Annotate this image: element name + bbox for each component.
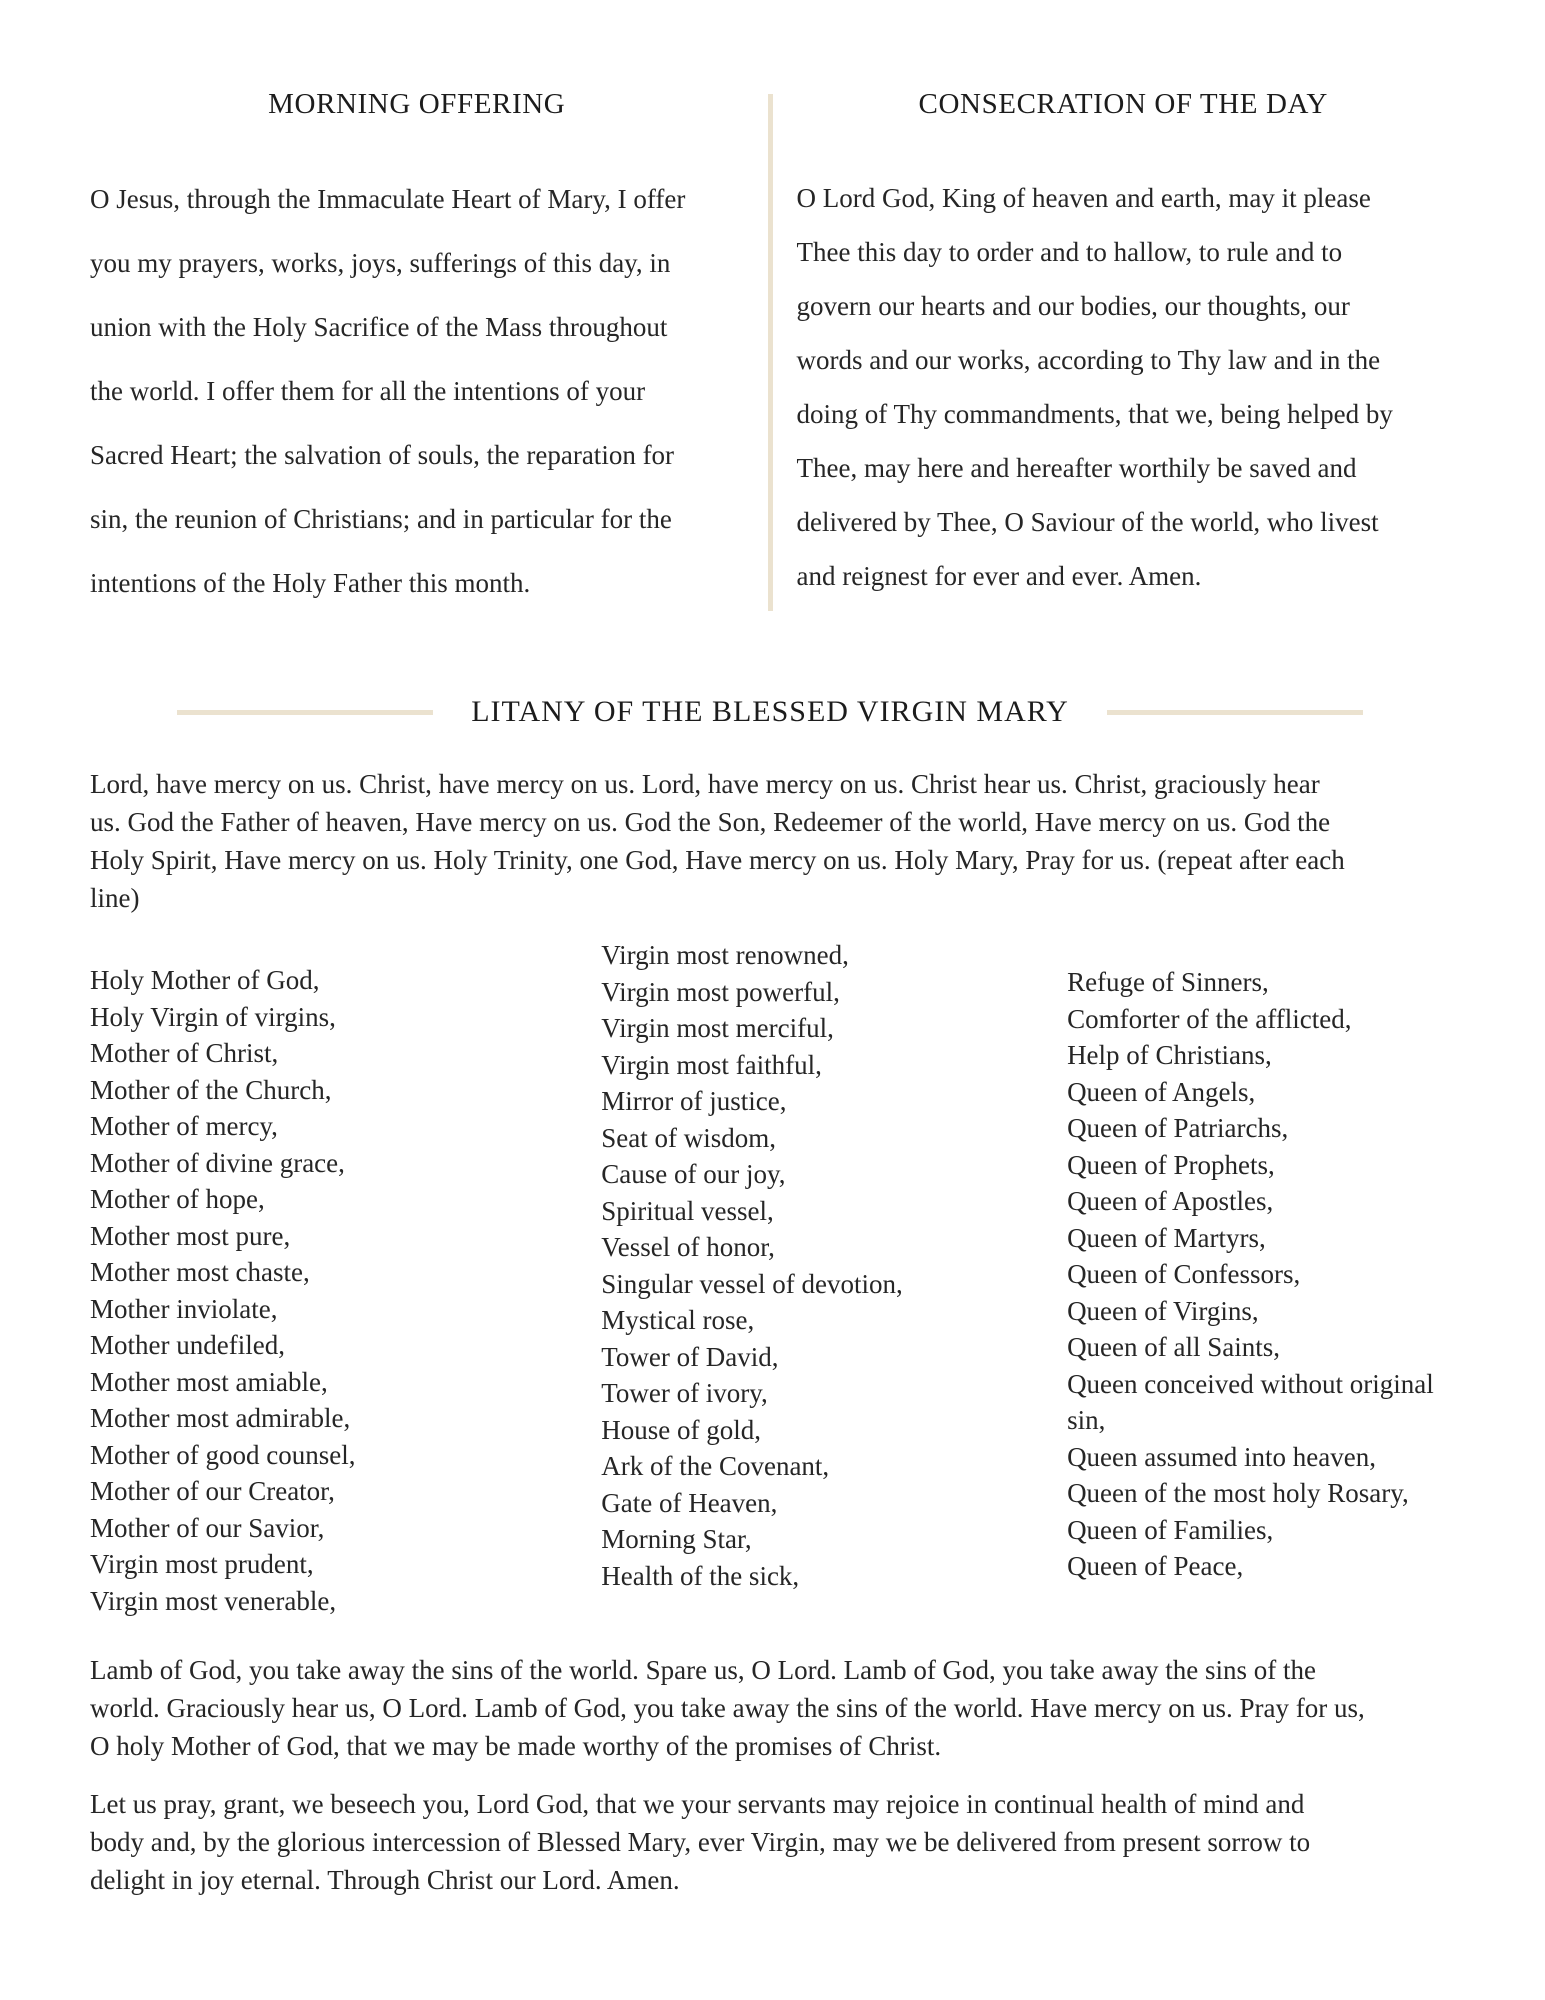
text-line: Queen of Patriarchs,	[1067, 1113, 1289, 1143]
text-line: Mirror of justice,	[601, 1086, 787, 1116]
text-line: Queen of Confessors,	[1067, 1259, 1301, 1289]
text-line: Mother undefiled,	[90, 1330, 285, 1360]
text-line: Queen of Peace,	[1067, 1551, 1244, 1581]
decorative-line-right	[1107, 710, 1363, 715]
litany-column-3	[1067, 937, 1450, 1619]
text-line: Mother of the Church,	[90, 1074, 332, 1105]
text-line: Gate of Heaven,	[601, 1487, 778, 1518]
text-line: Virgin most merciful,	[601, 1013, 834, 1043]
text-line: sin, the reunion of Christians; and in particular for the	[90, 504, 672, 534]
text-line: Mystical rose,	[601, 1305, 755, 1335]
text-line: Refuge of Sinners,	[1067, 967, 1269, 997]
litany-header	[90, 695, 1450, 729]
text-line: Mother of divine grace,	[90, 1147, 345, 1178]
text-line: Mother of Christ,	[90, 1038, 279, 1068]
text-line: Ark of the Covenant,	[601, 1451, 830, 1481]
text-line: Virgin most powerful,	[601, 976, 840, 1007]
top-prayers-section	[90, 88, 1450, 615]
decorative-line-left	[177, 710, 433, 715]
consecration-text	[797, 171, 1451, 603]
text-line: Tower of ivory,	[601, 1378, 768, 1408]
text-line: union with the Holy Sacrifice of the Mass throughout	[90, 312, 668, 342]
text-line: Comforter of the afflicted,	[1067, 1003, 1352, 1034]
litany-closing	[90, 1651, 1450, 1899]
litany-title: LITANY OF THE BLESSED VIRGIN MARY	[471, 695, 1069, 728]
text-line: Queen of Martyrs,	[1067, 1222, 1266, 1253]
morning-offering-title: MORNING OFFERING	[268, 88, 566, 120]
text-line: Morning Star,	[601, 1524, 752, 1554]
text-line: Queen of all Saints,	[1067, 1332, 1281, 1362]
text-line: Queen of Apostles,	[1067, 1186, 1274, 1216]
text-line: Mother inviolate,	[90, 1293, 278, 1324]
text-line: O Lord God, King of heaven and earth, may it please	[796, 183, 1371, 213]
text-line: Virgin most prudent,	[90, 1549, 314, 1579]
text-line: Let us pray, grant, we beseech you, Lord God, that we your servants may rejoice in continual health of mind and	[90, 1789, 1305, 1819]
text-line: Holy Spirit, Have mercy on us. Holy Trinity, one God, Have mercy on us. Holy Mary, Pray for us. (repeat after each	[90, 845, 1345, 875]
litany-intro	[90, 765, 1450, 917]
litany-column-1	[90, 937, 601, 1619]
text-line: Virgin most faithful,	[601, 1049, 822, 1080]
text-line: Queen of Families,	[1067, 1514, 1274, 1545]
text-line: Mother of good counsel,	[90, 1439, 356, 1470]
text-line: Holy Mother of God,	[90, 965, 320, 995]
text-line: Lamb of God, you take away the sins of the world. Spare us, O Lord. Lamb of God, you take away the sins of the	[90, 1655, 1316, 1685]
morning-offering-section	[90, 88, 768, 615]
text-line: Mother of mercy,	[90, 1111, 278, 1141]
text-line: body and, by the glorious intercession of Blessed Mary, ever Virgin, may we be delivered from present sorrow to	[90, 1827, 1311, 1857]
text-line: Cause of our joy,	[601, 1159, 786, 1189]
text-line: Mother most chaste,	[90, 1257, 310, 1287]
text-line: Mother most admirable,	[90, 1403, 351, 1433]
text-line: Queen of Prophets,	[1067, 1149, 1275, 1180]
text-line: O holy Mother of God, that we may be made worthy of the promises of Christ.	[90, 1731, 942, 1761]
text-line: Health of the sick,	[601, 1560, 800, 1591]
text-line: Spiritual vessel,	[601, 1195, 774, 1226]
text-line: Thee this day to order and to hallow, to rule and to	[796, 237, 1343, 267]
text-line: Queen of Virgins,	[1067, 1295, 1259, 1326]
text-line: delivered by Thee, O Saviour of the world, who livest	[796, 507, 1379, 537]
text-line: Mother most amiable,	[90, 1366, 328, 1397]
text-line: Mother of hope,	[90, 1184, 265, 1214]
lamb-of-god-paragraph	[90, 1651, 1450, 1765]
text-line: delight in joy eternal. Through Christ our Lord. Amen.	[90, 1865, 680, 1895]
text-line: Queen of Angels,	[1067, 1076, 1256, 1107]
text-line: Holy Virgin of virgins,	[90, 1001, 336, 1032]
morning-offering-text	[90, 167, 744, 615]
text-line: Singular vessel of devotion,	[601, 1268, 903, 1299]
text-line: House of gold,	[601, 1414, 761, 1445]
text-line: Thee, may here and hereafter worthily be saved and	[796, 453, 1357, 483]
text-line: Mother of our Savior,	[90, 1512, 325, 1543]
text-line: Lord, have mercy on us. Christ, have mercy on us. Lord, have mercy on us. Christ hear us. Christ, graciously hear	[90, 769, 1320, 799]
let-us-pray-paragraph	[90, 1785, 1450, 1899]
text-line: Vessel of honor,	[601, 1232, 775, 1262]
consecration-section	[773, 88, 1451, 615]
text-line: the world. I offer them for all the intentions of your	[90, 376, 646, 406]
text-line: govern our hearts and our bodies, our thoughts, our	[796, 291, 1350, 321]
text-line: world. Graciously hear us, O Lord. Lamb of God, you take away the sins of the world. Have mercy on us. Pray for us,	[90, 1693, 1365, 1723]
text-line: Virgin most venerable,	[90, 1585, 337, 1616]
text-line: Queen conceived without original sin,	[1067, 1368, 1434, 1435]
text-line: Mother most pure,	[90, 1220, 291, 1251]
text-line: Virgin most renowned,	[601, 940, 849, 970]
text-line: you my prayers, works, joys, sufferings of this day, in	[90, 248, 671, 278]
text-line: doing of Thy commandments, that we, being helped by	[796, 399, 1393, 429]
text-line: Queen of the most holy Rosary,	[1067, 1478, 1409, 1508]
text-line: Seat of wisdom,	[601, 1122, 776, 1153]
text-line: us. God the Father of heaven, Have mercy on us. God the Son, Redeemer of the world, Have mercy on us. God the	[90, 807, 1331, 837]
text-line: Help of Christians,	[1067, 1040, 1272, 1070]
text-line: Sacred Heart; the salvation of souls, the reparation for	[90, 440, 675, 470]
consecration-title: CONSECRATION OF THE DAY	[918, 88, 1328, 120]
text-line: words and our works, according to Thy law and in the	[796, 345, 1381, 375]
text-line: line)	[90, 883, 140, 913]
text-line: Mother of our Creator,	[90, 1476, 335, 1506]
litany-column-2	[601, 937, 1067, 1619]
text-line: O Jesus, through the Immaculate Heart of Mary, I offer	[90, 184, 686, 214]
litany-columns	[90, 937, 1450, 1619]
text-line: Tower of David,	[601, 1341, 779, 1372]
text-line: and reignest for ever and ever. Amen.	[796, 561, 1202, 591]
text-line: intentions of the Holy Father this month.	[90, 568, 531, 598]
text-line: Queen assumed into heaven,	[1067, 1441, 1376, 1472]
